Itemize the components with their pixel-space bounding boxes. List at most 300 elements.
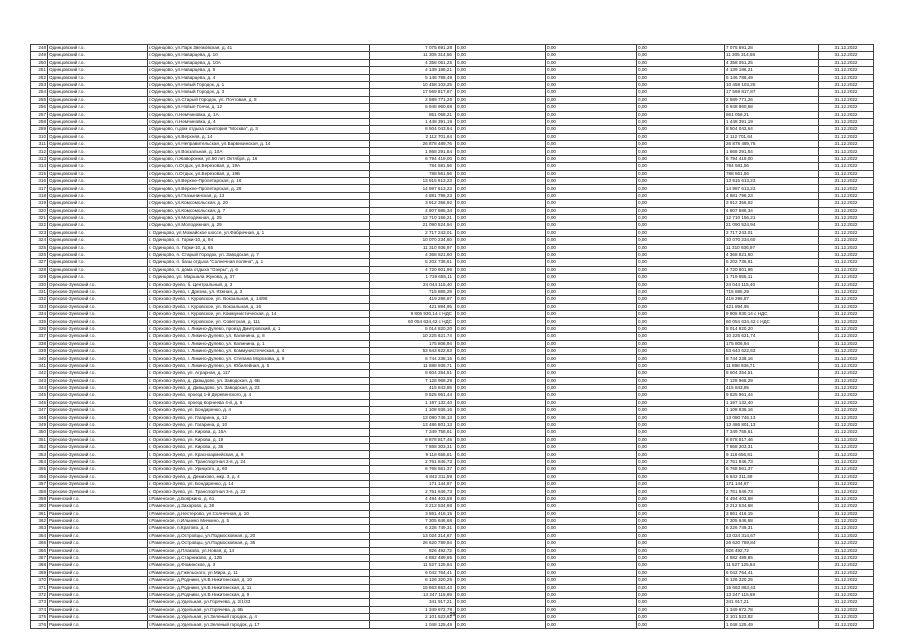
date-cell: 31.12.2022 — [819, 518, 874, 525]
table-row — [31, 488, 874, 495]
table-row — [31, 111, 874, 118]
address-cell: г.Одинцово, ул.Глазынинская, д. 13 — [148, 192, 370, 199]
amount-col-5-cell: 0,00 — [456, 355, 546, 362]
row-number-cell: 321 — [31, 214, 48, 221]
amount-col-6-cell: 0,00 — [546, 311, 637, 318]
address-cell: г.Одинцово, п.Немчиновка, д. 1А — [148, 111, 370, 118]
amount-col-7-cell: 0,00 — [637, 532, 725, 539]
amount-col-5-cell: 0,00 — [456, 259, 546, 266]
amount-col-6-cell: 0,00 — [546, 163, 637, 170]
amount-total-cell: 5 202 736,61 — [370, 259, 456, 266]
date-cell: 31.12.2022 — [819, 178, 874, 185]
row-number-cell: 333 — [31, 303, 48, 310]
amount-col-6-cell: 0,00 — [546, 155, 637, 162]
amount-col-7-cell: 0,00 — [637, 148, 725, 155]
amount-col-6-cell: 0,00 — [546, 141, 637, 148]
row-number-cell: 325 — [31, 244, 48, 251]
address-cell: г. Орехово-Зуево, проезд Корнеева 4-й, д. 6 — [148, 399, 370, 406]
amount-total-cell: 9 805 930,14 с НДС — [370, 311, 456, 318]
amount-remaining-cell: 14 987 613,23 — [725, 185, 819, 192]
amount-col-7-cell: 0,00 — [637, 569, 725, 576]
amount-col-5-cell: 0,00 — [456, 451, 546, 458]
row-number-cell: 310 — [31, 133, 48, 140]
amount-col-6-cell: 0,00 — [546, 525, 637, 532]
amount-col-5-cell: 0,00 — [456, 547, 546, 554]
amount-remaining-cell: 1 197 132,40 — [725, 399, 819, 406]
address-cell: г.Раменское, д.Фоминское, д. 3 — [148, 562, 370, 569]
amount-col-6-cell: 0,00 — [546, 481, 637, 488]
amount-remaining-cell: 9 805 930,14 с НДС — [725, 311, 819, 318]
date-cell: 31.12.2022 — [819, 111, 874, 118]
amount-col-5-cell: 0,00 — [456, 163, 546, 170]
table-row — [31, 407, 874, 414]
row-number-cell: 356 — [31, 473, 48, 480]
amount-col-7-cell: 0,00 — [637, 348, 725, 355]
amount-col-6-cell: 0,00 — [546, 377, 637, 384]
amount-total-cell: 6 226 749,31 — [370, 525, 456, 532]
address-cell: г.Раменское, п.Ильинко Мичкино, д. 5 — [148, 518, 370, 525]
table-row — [31, 340, 874, 347]
amount-col-5-cell: 0,00 — [456, 325, 546, 332]
amount-total-cell: 21 090 524,94 — [370, 222, 456, 229]
amount-col-7-cell: 0,00 — [637, 488, 725, 495]
table-row — [31, 170, 874, 177]
address-cell: г. Одинцово, п. Горки-10, д. 94 — [148, 237, 370, 244]
amount-col-7-cell: 0,00 — [637, 89, 725, 96]
amount-col-7-cell: 0,00 — [637, 414, 725, 421]
amount-col-7-cell: 0,00 — [637, 311, 725, 318]
row-number-cell: 324 — [31, 237, 48, 244]
row-number-cell: 349 — [31, 421, 48, 428]
municipality-cell: Орехово-Зуевский г.о. — [48, 429, 148, 436]
row-number-cell: 346 — [31, 399, 48, 406]
date-cell: 31.12.2022 — [819, 621, 874, 628]
amount-remaining-cell: 13 915 613,23 — [725, 178, 819, 185]
municipality-cell: Одинцовский г.о. — [48, 104, 148, 111]
amount-col-6-cell: 0,00 — [546, 495, 637, 502]
address-cell: г.Одинцово, ул.Наварцева, д. 10 — [148, 52, 370, 59]
amount-col-6-cell: 0,00 — [546, 259, 637, 266]
amount-total-cell: 15 663 863,43 — [370, 584, 456, 591]
amount-total-cell: 6 948 960,68 — [370, 104, 456, 111]
amount-col-5-cell: 0,00 — [456, 155, 546, 162]
municipality-cell: Одинцовский г.о. — [48, 111, 148, 118]
municipality-cell: Орехово-Зуевский г.о. — [48, 311, 148, 318]
date-cell: 31.12.2022 — [819, 59, 874, 66]
municipality-cell: Одинцовский г.о. — [48, 244, 148, 251]
amount-col-7-cell: 0,00 — [637, 133, 725, 140]
municipality-cell: Одинцовский г.о. — [48, 67, 148, 74]
row-number-cell: 376 — [31, 621, 48, 628]
address-cell: г.Одинцово, ул.Неправительская, ул.Барвихинская, д. 14 — [148, 141, 370, 148]
amount-col-6-cell: 0,00 — [546, 451, 637, 458]
row-number-cell: 328 — [31, 266, 48, 273]
table-row — [31, 59, 874, 66]
amount-total-cell: 26 620 789,84 — [370, 540, 456, 547]
table-row — [31, 421, 874, 428]
row-number-cell: 352 — [31, 444, 48, 451]
amount-remaining-cell: 8 744 238,16 — [725, 355, 819, 362]
amount-col-5-cell: 0,00 — [456, 377, 546, 384]
row-number-cell: 314 — [31, 163, 48, 170]
date-cell: 31.12.2022 — [819, 200, 874, 207]
amount-col-7-cell: 0,00 — [637, 495, 725, 502]
amount-col-5-cell: 0,00 — [456, 214, 546, 221]
amount-col-7-cell: 0,00 — [637, 111, 725, 118]
date-cell: 31.12.2022 — [819, 370, 874, 377]
amount-remaining-cell: 6 948 960,68 — [725, 104, 819, 111]
amount-total-cell: 4 882 489,65 — [370, 554, 456, 561]
date-cell: 31.12.2022 — [819, 399, 874, 406]
amount-remaining-cell: 11 310 936,97 — [725, 244, 819, 251]
row-number-cell: 317 — [31, 185, 48, 192]
amount-col-5-cell: 0,00 — [456, 370, 546, 377]
amount-remaining-cell: 26 620 789,84 — [725, 540, 819, 547]
amount-col-5-cell: 0,00 — [456, 518, 546, 525]
date-cell: 31.12.2022 — [819, 170, 874, 177]
amount-col-6-cell: 0,00 — [546, 340, 637, 347]
amount-col-6-cell: 0,00 — [546, 458, 637, 465]
address-cell: г. Орехово-Зуево, ул. Аграрная, д. 117 — [148, 370, 370, 377]
date-cell: 31.12.2022 — [819, 562, 874, 569]
amount-remaining-cell: 2 761 846,73 — [725, 488, 819, 495]
amount-remaining-cell: 341 917,21 — [725, 599, 819, 606]
amount-col-5-cell: 0,00 — [456, 473, 546, 480]
municipality-cell: Одинцовский г.о. — [48, 192, 148, 199]
row-number-cell: 253 — [31, 81, 48, 88]
municipality-cell: Раменский г.о. — [48, 554, 148, 561]
amount-col-6-cell: 0,00 — [546, 362, 637, 369]
amount-col-5-cell: 0,00 — [456, 200, 546, 207]
address-cell: г.Одинцово, ул.Новые Гончи, д. 12 — [148, 104, 370, 111]
amount-col-6-cell: 0,00 — [546, 296, 637, 303]
date-cell: 31.12.2022 — [819, 540, 874, 547]
address-cell: г.Раменское, д.Плаково, ул.Новая, д. 14 — [148, 547, 370, 554]
municipality-cell: Одинцовский г.о. — [48, 251, 148, 258]
amount-remaining-cell: 10 070 234,60 — [725, 237, 819, 244]
municipality-cell: Орехово-Зуевский г.о. — [48, 333, 148, 340]
municipality-cell: Орехово-Зуевский г.о. — [48, 340, 148, 347]
amount-col-7-cell: 0,00 — [637, 104, 725, 111]
amount-col-6-cell: 0,00 — [546, 466, 637, 473]
amount-col-6-cell: 0,00 — [546, 540, 637, 547]
table-row — [31, 229, 874, 236]
amount-col-5-cell: 0,00 — [456, 311, 546, 318]
municipality-cell: Одинцовский г.о. — [48, 81, 148, 88]
amount-col-5-cell: 0,00 — [456, 362, 546, 369]
municipality-cell: Орехово-Зуевский г.о. — [48, 458, 148, 465]
row-number-cell: 322 — [31, 222, 48, 229]
amount-col-6-cell: 0,00 — [546, 392, 637, 399]
amount-col-5-cell: 0,00 — [456, 244, 546, 251]
row-number-cell: 345 — [31, 392, 48, 399]
amount-col-7-cell: 0,00 — [637, 118, 725, 125]
address-cell: г. Орехово-Зуево, ул. Кирова, д. 16А — [148, 429, 370, 436]
amount-remaining-cell: 5 014 820,20 — [725, 325, 819, 332]
amount-total-cell: 4 494 403,58 — [370, 495, 456, 502]
amount-remaining-cell: 1 349 672,78 — [725, 606, 819, 613]
amount-total-cell: 4 720 601,96 — [370, 266, 456, 273]
table-row — [31, 281, 874, 288]
amount-remaining-cell: 10 458 103,25 — [725, 81, 819, 88]
amount-col-5-cell: 0,00 — [456, 126, 546, 133]
amount-col-7-cell: 0,00 — [637, 59, 725, 66]
amount-remaining-cell: 12 710 156,21 — [725, 214, 819, 221]
municipality-cell: Одинцовский г.о. — [48, 229, 148, 236]
municipality-cell: Орехово-Зуевский г.о. — [48, 281, 148, 288]
table-row — [31, 325, 874, 332]
address-cell: г.Одинцово, ул.Верхняя, д. 14 — [148, 133, 370, 140]
row-number-cell: 250 — [31, 59, 48, 66]
amount-col-5-cell: 0,00 — [456, 170, 546, 177]
amount-remaining-cell: 6 768 561,37 — [725, 466, 819, 473]
amount-col-7-cell: 0,00 — [637, 370, 725, 377]
municipality-cell: Орехово-Зуевский г.о. — [48, 377, 148, 384]
table-row — [31, 481, 874, 488]
date-cell: 31.12.2022 — [819, 163, 874, 170]
row-number-cell: 360 — [31, 503, 48, 510]
municipality-cell: Орехово-Зуевский г.о. — [48, 399, 148, 406]
table-row — [31, 503, 874, 510]
municipality-cell: Одинцовский г.о. — [48, 274, 148, 281]
municipality-cell: Раменский г.о. — [48, 577, 148, 584]
amount-remaining-cell: 926 492,72 — [725, 547, 819, 554]
amount-col-5-cell: 0,00 — [456, 458, 546, 465]
row-number-cell: 353 — [31, 451, 48, 458]
row-number-cell: 332 — [31, 296, 48, 303]
amount-col-6-cell: 0,00 — [546, 547, 637, 554]
municipality-cell: Раменский г.о. — [48, 532, 148, 539]
address-cell: г. Орехово-Зуево, ул. Транспортная 3-я, д. 23 — [148, 488, 370, 495]
table-row — [31, 141, 874, 148]
amount-total-cell: 12 710 156,21 — [370, 214, 456, 221]
amount-col-7-cell: 0,00 — [637, 200, 725, 207]
address-cell: г. Одинцово, п. Старый Городок, ул. Заводская, д. 7 — [148, 251, 370, 258]
address-cell: г. Одинцово, п. Горки-10, д. 65 — [148, 244, 370, 251]
amount-total-cell: 6 842 311,59 — [370, 473, 456, 480]
municipality-cell: Орехово-Зуевский г.о. — [48, 488, 148, 495]
date-cell: 31.12.2022 — [819, 52, 874, 59]
amount-col-6-cell: 0,00 — [546, 104, 637, 111]
amount-remaining-cell: 9 825 961,44 — [725, 392, 819, 399]
amount-col-5-cell: 0,00 — [456, 303, 546, 310]
row-number-cell: 365 — [31, 540, 48, 547]
amount-total-cell: 4 358 051,25 — [370, 59, 456, 66]
amount-col-5-cell: 0,00 — [456, 503, 546, 510]
amount-total-cell: 861 058,21 — [370, 111, 456, 118]
amount-col-5-cell: 0,00 — [456, 104, 546, 111]
date-cell: 31.12.2022 — [819, 362, 874, 369]
table-row — [31, 436, 874, 443]
amount-col-6-cell: 0,00 — [546, 170, 637, 177]
amount-remaining-cell: 7 305 646,68 — [725, 518, 819, 525]
municipality-cell: Одинцовский г.о. — [48, 207, 148, 214]
amount-col-6-cell: 0,00 — [546, 96, 637, 103]
address-cell: г. Орехово-Зуево, б. Центральный, д. 3 — [148, 281, 370, 288]
date-cell: 31.12.2022 — [819, 96, 874, 103]
date-cell: 31.12.2022 — [819, 429, 874, 436]
amount-total-cell: 14 987 613,23 — [370, 185, 456, 192]
amount-total-cell: 5 014 820,20 — [370, 325, 456, 332]
amount-total-cell: 53 643 622,63 — [370, 348, 456, 355]
amount-col-7-cell: 0,00 — [637, 621, 725, 628]
amount-col-5-cell: 0,00 — [456, 621, 546, 628]
address-cell: г. Одинцово, п. базы отдыха "Солнечная поляна", д. 1 — [148, 259, 370, 266]
municipality-cell: Одинцовский г.о. — [48, 45, 148, 52]
table-row — [31, 311, 874, 318]
amount-col-7-cell: 0,00 — [637, 384, 725, 391]
amount-total-cell: 8 604 254,51 — [370, 370, 456, 377]
register-table-body — [31, 45, 874, 629]
municipality-cell: Орехово-Зуевский г.о. — [48, 370, 148, 377]
row-number-cell: 347 — [31, 407, 48, 414]
municipality-cell: Орехово-Зуевский г.о. — [48, 421, 148, 428]
amount-col-5-cell: 0,00 — [456, 466, 546, 473]
address-cell: г.Одинцово, п.Отдых, ул.Березовая, д. 19Б — [148, 170, 370, 177]
amount-remaining-cell: 2 101 523,82 — [725, 614, 819, 621]
municipality-cell: Орехово-Зуевский г.о. — [48, 355, 148, 362]
table-row — [31, 444, 874, 451]
row-number-cell: 259 — [31, 126, 48, 133]
row-number-cell: 311 — [31, 141, 48, 148]
amount-remaining-cell: 4 882 489,65 — [725, 554, 819, 561]
row-number-cell: 344 — [31, 384, 48, 391]
municipality-cell: Орехово-Зуевский г.о. — [48, 444, 148, 451]
date-cell: 31.12.2022 — [819, 333, 874, 340]
address-cell: г.Одинцово, п.Жаворонки, ул.50 лет Октября, д. 16 — [148, 155, 370, 162]
amount-total-cell: 3 912 356,92 — [370, 200, 456, 207]
amount-remaining-cell: 4 494 403,58 — [725, 495, 819, 502]
amount-col-5-cell: 0,00 — [456, 384, 546, 391]
amount-col-7-cell: 0,00 — [637, 503, 725, 510]
amount-col-7-cell: 0,00 — [637, 606, 725, 613]
amount-remaining-cell: 2 761 846,73 — [725, 458, 819, 465]
amount-total-cell: 2 112 701,64 — [370, 133, 456, 140]
municipality-cell: Раменский г.о. — [48, 606, 148, 613]
amount-total-cell: 1 197 132,40 — [370, 399, 456, 406]
row-number-cell: 341 — [31, 362, 48, 369]
amount-col-7-cell: 0,00 — [637, 185, 725, 192]
amount-col-5-cell: 0,00 — [456, 81, 546, 88]
address-cell: г.Одинцово, ул.Верхне-Пролетарская, д. 26 — [148, 185, 370, 192]
amount-remaining-cell: 24 044 115,40 — [725, 281, 819, 288]
amount-remaining-cell: 13 024 314,67 — [725, 532, 819, 539]
row-number-cell: 361 — [31, 510, 48, 517]
amount-remaining-cell: 4 881 798,23 — [725, 192, 819, 199]
address-cell: г. Орехово-Зуево, ул. Кирова, д. 35 — [148, 444, 370, 451]
table-row — [31, 473, 874, 480]
amount-total-cell: 60 054 634,42 с НДС — [370, 318, 456, 325]
row-number-cell: 323 — [31, 229, 48, 236]
table-row — [31, 163, 874, 170]
row-number-cell: 330 — [31, 281, 48, 288]
amount-col-5-cell: 0,00 — [456, 318, 546, 325]
municipality-cell: Одинцовский г.о. — [48, 133, 148, 140]
table-row — [31, 540, 874, 547]
amount-total-cell: 2 101 523,82 — [370, 614, 456, 621]
municipality-cell: Орехово-Зуевский г.о. — [48, 436, 148, 443]
table-row — [31, 362, 874, 369]
table-row — [31, 333, 874, 340]
municipality-cell: Орехово-Зуевский г.о. — [48, 473, 148, 480]
amount-col-7-cell: 0,00 — [637, 296, 725, 303]
row-number-cell: 327 — [31, 259, 48, 266]
amount-total-cell: 1 349 672,78 — [370, 606, 456, 613]
amount-total-cell: 7 075 691,28 — [370, 45, 456, 52]
amount-col-7-cell: 0,00 — [637, 444, 725, 451]
date-cell: 31.12.2022 — [819, 591, 874, 598]
address-cell: г. Орехово-Зуево, д. Демихово, мкр. 3, д. 4 — [148, 473, 370, 480]
table-row — [31, 318, 874, 325]
amount-col-6-cell: 0,00 — [546, 325, 637, 332]
amount-col-6-cell: 0,00 — [546, 333, 637, 340]
municipality-cell: Раменский г.о. — [48, 540, 148, 547]
table-row — [31, 52, 874, 59]
table-row — [31, 562, 874, 569]
amount-col-6-cell: 0,00 — [546, 178, 637, 185]
amount-total-cell: 175 806,94 — [370, 340, 456, 347]
address-cell: г.Раменское, д.Нестерово, ул.Солнечная, д. 10 — [148, 510, 370, 517]
municipality-cell: Одинцовский г.о. — [48, 170, 148, 177]
amount-total-cell: 6 768 561,37 — [370, 466, 456, 473]
amount-col-6-cell: 0,00 — [546, 74, 637, 81]
amount-col-7-cell: 0,00 — [637, 266, 725, 273]
address-cell: г.Раменское, д.Островцы, ул.Подмосковная, д. 35 — [148, 540, 370, 547]
amount-col-7-cell: 0,00 — [637, 229, 725, 236]
amount-total-cell: 8 744 238,16 — [370, 355, 456, 362]
amount-col-7-cell: 0,00 — [637, 170, 725, 177]
amount-total-cell: 13 024 314,67 — [370, 532, 456, 539]
amount-total-cell: 171 144,67 — [370, 481, 456, 488]
amount-total-cell: 13 486 801,13 — [370, 421, 456, 428]
amount-col-5-cell: 0,00 — [456, 237, 546, 244]
municipality-cell: Раменский г.о. — [48, 510, 148, 517]
table-row — [31, 495, 874, 502]
row-number-cell: 374 — [31, 606, 48, 613]
amount-total-cell: 13 080 746,13 — [370, 414, 456, 421]
table-row — [31, 126, 874, 133]
row-number-cell: 366 — [31, 547, 48, 554]
amount-total-cell: 4 368 821,60 — [370, 251, 456, 258]
amount-col-7-cell: 0,00 — [637, 288, 725, 295]
amount-col-5-cell: 0,00 — [456, 569, 546, 576]
amount-remaining-cell: 6 842 311,59 — [725, 473, 819, 480]
amount-remaining-cell: 13 486 801,13 — [725, 421, 819, 428]
row-number-cell: 252 — [31, 74, 48, 81]
amount-remaining-cell: 6 042 764,41 — [725, 569, 819, 576]
municipality-cell: Одинцовский г.о. — [48, 222, 148, 229]
date-cell: 31.12.2022 — [819, 414, 874, 421]
date-cell: 31.12.2022 — [819, 45, 874, 52]
table-row — [31, 207, 874, 214]
municipality-cell: Одинцовский г.о. — [48, 118, 148, 125]
date-cell: 31.12.2022 — [819, 325, 874, 332]
amount-col-6-cell: 0,00 — [546, 614, 637, 621]
date-cell: 31.12.2022 — [819, 614, 874, 621]
date-cell: 31.12.2022 — [819, 192, 874, 199]
municipality-cell: Одинцовский г.о. — [48, 141, 148, 148]
amount-col-7-cell: 0,00 — [637, 74, 725, 81]
address-cell: г.Одинцово, ул.Новый Городок, д. 1 — [148, 81, 370, 88]
amount-col-7-cell: 0,00 — [637, 399, 725, 406]
amount-col-7-cell: 0,00 — [637, 281, 725, 288]
amount-remaining-cell: 4 139 186,21 — [725, 67, 819, 74]
table-row — [31, 518, 874, 525]
date-cell: 31.12.2022 — [819, 207, 874, 214]
row-number-cell: 339 — [31, 348, 48, 355]
amount-col-6-cell: 0,00 — [546, 244, 637, 251]
amount-col-7-cell: 0,00 — [637, 325, 725, 332]
